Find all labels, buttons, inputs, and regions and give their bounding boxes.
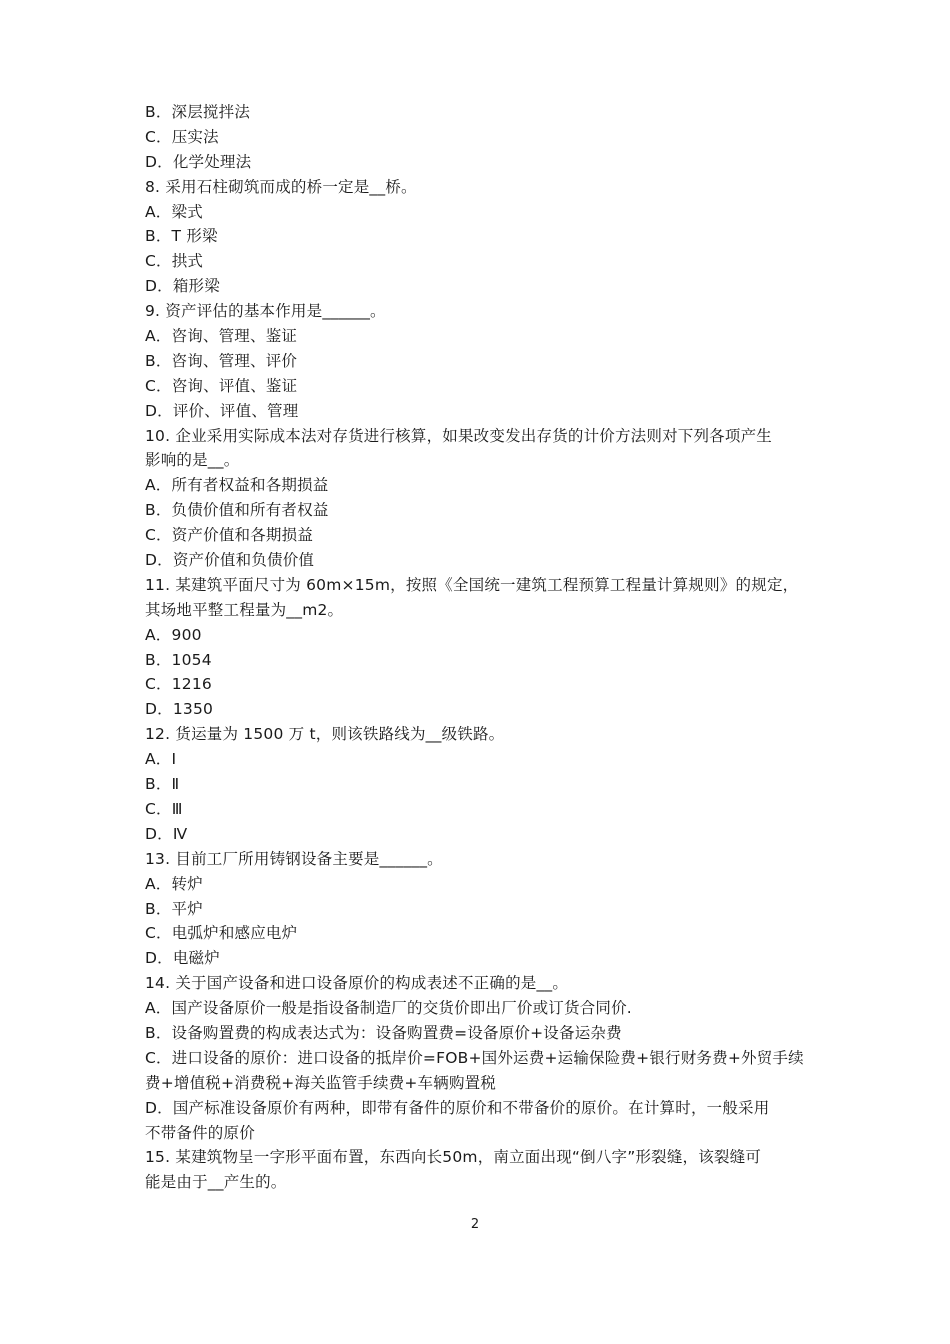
text-line: 能是由于__产生的。 (145, 1173, 287, 1192)
text-line: D．国产标准设备原价有两种，即带有备件的原价和不带备价的原价。在计算时，一般采用 (145, 1098, 770, 1117)
text-line: C．电弧炉和感应电炉 (145, 924, 298, 943)
text-line: D．箱形梁 (145, 277, 220, 296)
text-line: C．进口设备的原价：进口设备的抵岸价=FOB+国外运费+运输保险费+银行财务费+外贸手续 (145, 1048, 804, 1067)
text-line: B．T 形梁 (145, 227, 218, 246)
text-line: A．所有者权益和各期损益 (145, 476, 329, 495)
text-line: B．设备购置费的构成表达式为：设备购置费=设备原价+设备运杂费 (145, 1023, 622, 1042)
text-line: B．咨询、管理、评价 (145, 351, 298, 370)
text-line: 9. 资产评估的基本作用是______。 (145, 302, 386, 321)
text-line: A．梁式 (145, 202, 203, 221)
text-line: D．化学处理法 (145, 152, 252, 171)
text-line: 费+增值税+消费税+海关监管手续费+车辆购置税 (145, 1073, 497, 1092)
text-line: A．转炉 (145, 874, 203, 893)
text-line: B．1054 (145, 650, 212, 669)
text-line: D．电磁炉 (145, 949, 220, 968)
text-line: D．评价、评值、管理 (145, 401, 299, 420)
text-line: B．平炉 (145, 899, 203, 918)
text-line: 不带备件的原价 (145, 1123, 255, 1142)
text-line: 其场地平整工程量为__m2。 (145, 600, 344, 619)
text-line: C．拱式 (145, 252, 204, 271)
text-line: C．1216 (145, 675, 212, 694)
text-line: A．咨询、管理、鉴证 (145, 327, 298, 346)
text-line: A．900 (145, 625, 202, 644)
page-content (145, 100, 815, 1195)
text-line: 12. 货运量为 1500 万 t，则该铁路线为__级铁路。 (145, 725, 505, 744)
text-line: 15. 某建筑物呈一字形平面布置，东西向长50m，南立面出现“倒八字”形裂缝，该裂缝可 (145, 1148, 762, 1167)
text-line: B．深层搅拌法 (145, 103, 251, 121)
text-line: D．1350 (145, 700, 214, 719)
text-line: 10. 企业采用实际成本法对存货进行核算，如果改变发出存货的计价方法则对下列各项产生 (145, 426, 772, 445)
text-line: D．资产价值和负债价值 (145, 551, 315, 570)
text-line: A．Ⅰ (145, 750, 177, 769)
text-line: 14. 关于国产设备和进口设备原价的构成表述不正确的是__。 (145, 974, 569, 993)
text-line: 11. 某建筑平面尺寸为 60m×15m，按照《全国统一建筑工程预算工程量计算规则》的规定， (145, 575, 799, 594)
text-line: C．Ⅲ (145, 799, 183, 818)
text-line: D．Ⅳ (145, 824, 188, 843)
text-line: B．Ⅱ (145, 775, 180, 794)
text-line: B．负债价值和所有者权益 (145, 501, 329, 520)
text-line: 8. 采用石柱砌筑而成的桥一定是__桥。 (145, 177, 417, 196)
page-number: 2 (470, 1217, 480, 1232)
text-line: C．资产价值和各期损益 (145, 526, 314, 545)
text-line: A．国产设备原价一般是指设备制造厂的交货价即出厂价或订货合同价. (145, 999, 632, 1018)
text-line: 影响的是__。 (145, 451, 240, 470)
text-line: 13. 目前工厂所用铸钢设备主要是______。 (145, 849, 443, 868)
text-line: C．压实法 (145, 127, 219, 146)
text-line: C．咨询、评值、鉴证 (145, 376, 298, 395)
